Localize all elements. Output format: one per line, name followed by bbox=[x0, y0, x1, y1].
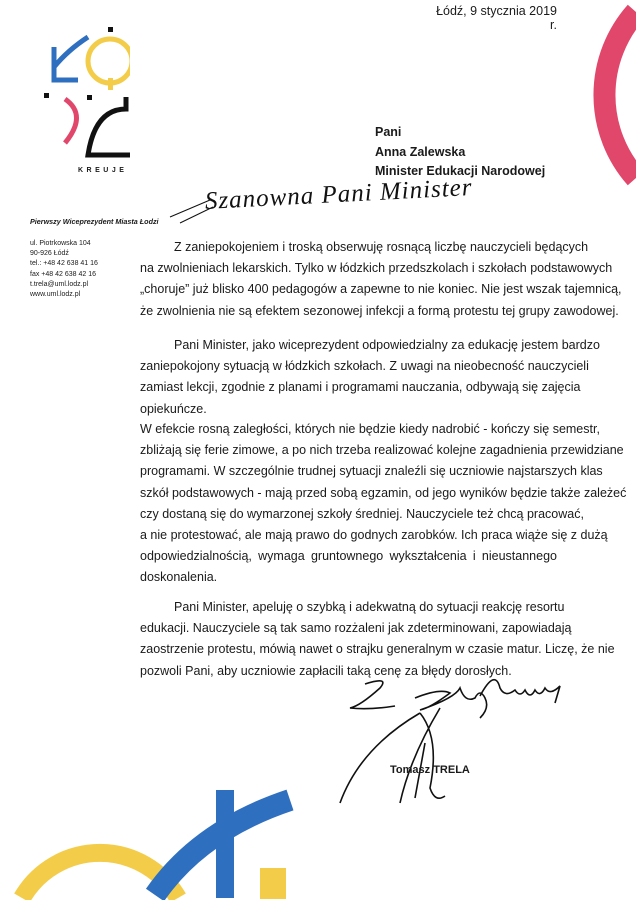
text-line: edukacji. Nauczyciele są tak samo rozżaleni jak zdeterminowani, zapowiadają bbox=[140, 621, 572, 636]
text-line: a nie protestować, ale mają prawo do godnych zarobków. Ich praca wiąże się z dużą bbox=[140, 528, 608, 543]
text-line: Pani Minister, apeluję o szybką i adekwatną do sytuacji reakcję resortu bbox=[174, 600, 565, 614]
address-postal: 90-926 Łódź bbox=[30, 250, 69, 258]
paragraph-1 bbox=[140, 237, 622, 322]
text-line: „choruje” już blisko 400 pedagogów a zapewne to nie koniec. Nie jest wszak tajemnicą, bbox=[140, 282, 622, 297]
text-line: W efekcie rosną zaległości, których nie będzie kiedy nadrobić - kończy się semestr, bbox=[140, 422, 600, 436]
city-logo bbox=[40, 25, 130, 165]
text-line: zaniepokojony sytuacją w łódzkich szkołach. Z uwagi na nieobecność nauczycieli bbox=[140, 359, 589, 374]
sender-address bbox=[30, 239, 98, 300]
logo-tagline: KREUJE bbox=[78, 167, 128, 174]
address-phone: tel.: +48 42 638 41 16 bbox=[30, 260, 98, 268]
address-fax: fax +48 42 638 42 16 bbox=[30, 270, 96, 278]
text-line: szkół podstawowych - mają przed sobą egzamin, od jego wyników będzie także zależeć bbox=[140, 485, 627, 500]
text-line: Z zaniepokojeniem i troską obserwuję rosnącą liczbę nauczycieli będących bbox=[174, 240, 589, 254]
address-email[interactable]: t.trela@uml.lodz.pl bbox=[30, 280, 89, 288]
text-line: zamiast lekcji, zgodnie z planami i programami nauczania, odbywają się zajęcia bbox=[140, 380, 581, 395]
text-line: zbliżają się ferie zimowe, a po nich trzeba realizować kolejne zagadnienia przewidziane bbox=[140, 443, 624, 458]
handwritten-salutation: Szanowna Pani Minister bbox=[204, 174, 474, 215]
yellow-block-decoration bbox=[260, 868, 286, 899]
text-line: Pani Minister, jako wiceprezydent odpowiedzialny za edukację jestem bardzo bbox=[174, 338, 600, 352]
text-line: opiekuńcze. bbox=[140, 401, 207, 416]
recipient-salutation: Pani bbox=[375, 125, 402, 139]
text-line: czy dostaną się do wymarzonej szkoły średniej. Nauczyciele też chcą pracować, bbox=[140, 506, 584, 521]
signer-name: Tomasz TRELA bbox=[390, 764, 470, 776]
address-website[interactable]: www.uml.lodz.pl bbox=[30, 291, 81, 299]
recipient-name: Anna Zalewska bbox=[375, 145, 466, 159]
letter-date: Łódź, 9 stycznia 2019 r. bbox=[436, 4, 557, 32]
paragraph-2 bbox=[140, 335, 600, 420]
red-ring-decoration bbox=[604, 12, 636, 178]
text-line: zaostrzenie protestu, mówią nawet o strajku generalnym w czasie matur. Liczę, że nie bbox=[140, 642, 615, 657]
recipient-position: Minister Edukacji Narodowej bbox=[375, 164, 546, 178]
text-line: pozwoli Pani, aby uczniowie zapłacili taką cenę za błędy dorosłych. bbox=[140, 663, 512, 678]
handwritten-signature bbox=[330, 668, 580, 808]
text-line: doskonalenia. bbox=[140, 570, 218, 585]
text-line: programami. W szczególnie trudnej sytuacji znaleźli się uczniowie najstarszych klas bbox=[140, 464, 603, 479]
address-street: ul. Piotrkowska 104 bbox=[30, 240, 91, 247]
text-line: na zwolnieniach lekarskich. Tylko w łódzkich przedszkolach i szkołach podstawowych bbox=[140, 261, 613, 276]
paragraph-3 bbox=[140, 419, 627, 589]
sender-title: Pierwszy Wiceprezydent Miasta Łodzi bbox=[30, 217, 159, 226]
text-line: że zwolnienia nie są efektem sezonowej infekcji a formą protestu tej grupy zawodowej. bbox=[140, 303, 619, 318]
text-line: odpowiedzialnością, wymaga gruntownego wykształcenia i nieustannego bbox=[140, 549, 557, 564]
